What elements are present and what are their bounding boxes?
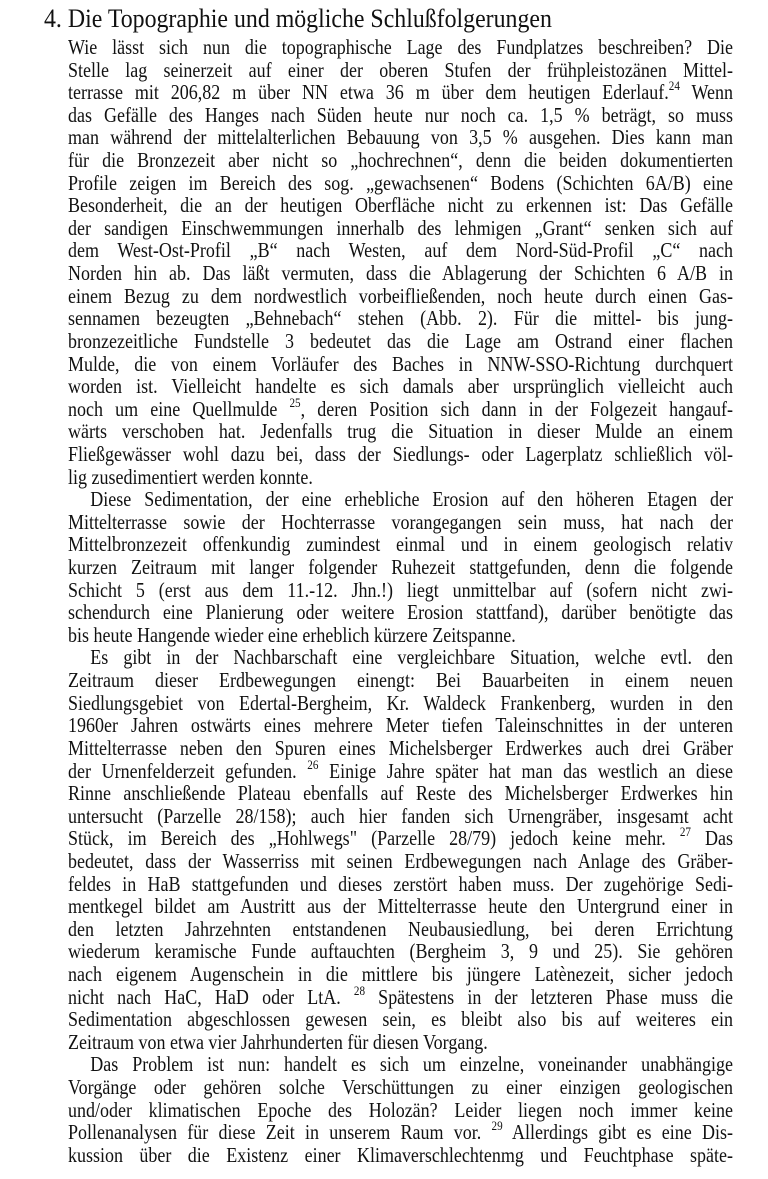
text-line-row [68, 556, 768, 579]
text-line-row [68, 940, 768, 963]
text-line: Stelle lag seinerzeit auf einer der oberen Stufen der frühpleistozänen Mittel- [68, 57, 734, 82]
text-line: man während der mittelalterlichen Bebauung von 3,5 % ausgehen. Dies kann man [68, 125, 734, 150]
text-line: und/oder klimatischen Epoche des Holozän? Leider liegen noch immer keine [68, 1097, 734, 1122]
text-line-row [68, 1008, 768, 1031]
text-line-row [68, 353, 768, 376]
text-line: lig zusedimentiert werden konnte. [68, 464, 313, 489]
footnote-reference[interactable]: 29 [491, 1118, 503, 1134]
text-line-row [68, 692, 768, 715]
text-line-row [68, 782, 768, 805]
text-line-row [68, 511, 768, 534]
footnote-reference[interactable]: 28 [353, 982, 366, 998]
text-line: Schicht 5 (erst aus dem 11.-12. Jhn.!) liegt unmittelbar auf (sofern nicht zwi- [68, 577, 734, 602]
text-line-row [68, 126, 768, 149]
text-line-row [68, 850, 768, 873]
text-line: Besonderheit, die an der heutigen Oberfläche nicht zu erkennen ist: Das Gefälle [68, 193, 734, 218]
text-line-row [68, 895, 768, 918]
text-line-row [68, 466, 768, 489]
text-line: für die Bronzezeit aber nicht so „hochrechnen“, denn die beiden dokumentierten [68, 148, 734, 173]
text-line: bronzezeitliche Fundstelle 3 bedeutet das die Lage am Ostrand einer flachen [68, 328, 734, 353]
text-line-row [68, 59, 768, 82]
text-line: worden ist. Vielleicht handelte es sich damals aber ursprünglich vielleicht auch [68, 374, 734, 399]
text-line-row [68, 646, 768, 669]
text-line: der Urnenfelderzeit gefunden. $^{26}$ Einige Jahre später hat man das westlich an diese [68, 756, 734, 783]
footnote-reference[interactable]: 26 [307, 756, 319, 772]
text-line-row [68, 239, 768, 262]
text-line-row [68, 982, 768, 1009]
text-line-row [68, 737, 768, 760]
text-line: Norden hin ab. Das läßt vermuten, dass die Ablagerung der Schichten 6 A/B in [68, 261, 734, 286]
text-line-row [68, 1099, 768, 1122]
text-line-row [68, 1031, 768, 1054]
text-line-row [68, 217, 768, 240]
body-text [68, 36, 768, 1166]
text-line: kurzen Zeitraum mit langer folgender Ruhezeit stattgefunden, denn die folgende [68, 555, 734, 580]
text-line: 1960er Jahren ostwärts eines mehrere Meter tiefen Taleinschnittes in der unteren [68, 713, 734, 738]
text-line: Es gibt in der Nachbarschaft eine vergleichbare Situation, welche evtl. den [90, 645, 734, 670]
footnote-reference[interactable]: 27 [679, 824, 691, 840]
text-line: Siedlungsgebiet von Edertal-Bergheim, Kr. Waldeck Frankenberg, wurden in den [68, 690, 734, 715]
text-line: Mulde, die von einem Vorläufer des Baches in NNW-SSO-Richtung durchquert [68, 351, 734, 376]
text-line-row [68, 714, 768, 737]
text-line: dem West-Ost-Profil „B“ nach Westen, auf dem Nord-Süd-Profil „C“ nach [68, 238, 734, 263]
text-line-row [68, 104, 768, 127]
paragraph [68, 36, 768, 488]
text-line: Zeitraum von etwa vier Jahrhunderten für diesen Vorgang. [68, 1029, 488, 1054]
text-line-row [68, 488, 768, 511]
text-line-row [68, 1076, 768, 1099]
text-line: Pollenanalysen für diese Zeit in unserem Raum vor. $^{29}$ Allerdings gibt es eine Dis- [68, 1118, 734, 1145]
text-line: Zeitraum dieser Erdbewegungen einengt: Bei Bauarbeiten in einem neuen [68, 668, 734, 693]
text-line: Fließgewässer wohl dazu bei, dass der Siedlungs- oder Lagerplatz schließlich völ- [68, 441, 734, 466]
text-line: einem Bezug zu dem nordwestlich vorbeifließenden, noch heute durch einen Gas- [68, 283, 734, 308]
text-line: nach eigenem Augenschein in die mittlere bis jüngere Latènezeit, sicher jedoch [68, 961, 734, 986]
text-line-row [68, 963, 768, 986]
text-line-row [68, 394, 768, 421]
text-line-row [68, 601, 768, 624]
text-line-row [68, 285, 768, 308]
paragraph [68, 488, 768, 646]
text-line: Sedimentation abgeschlossen gewesen sein, es bleibt also bis auf weiteres ein [68, 1007, 734, 1032]
text-line: mentkegel bildet am Austritt aus der Mittelterrasse heute den Untergrund einer in [68, 894, 734, 919]
text-line: schendurch eine Planierung oder weitere Erosion stattfand), darüber benötigte das [68, 600, 734, 625]
text-line-row [68, 149, 768, 172]
text-line: Mittelterrasse neben den Spuren eines Michelsberger Erdwerkes auch drei Gräber [68, 735, 734, 760]
text-line-row [68, 824, 768, 851]
text-line-row [68, 805, 768, 828]
text-line: Mittelbronzezeit offenkundig zumindest einmal und in einem geologisch relativ [68, 532, 734, 557]
text-line: untersucht (Parzelle 28/158); auch hier fanden sich Urnengräber, insgesamt acht [68, 803, 734, 828]
text-line-row [68, 756, 768, 783]
text-line-row [68, 624, 768, 647]
text-line: terrasse mit 206,82 m über NN etwa 36 m über dem heutigen Ederlauf.$^{24}$ Wenn [68, 78, 734, 105]
text-line: das Gefälle des Hanges nach Süden heute nur noch ca. 1,5 % beträgt, so muss [68, 102, 734, 127]
text-line-row [68, 78, 768, 105]
section-heading: 4. Die Topographie und mögliche Schlußfolgerungen [44, 3, 552, 33]
text-line-row [68, 1053, 768, 1076]
text-line-row [68, 443, 768, 466]
text-line: Das Problem ist nun: handelt es sich um einzelne, voneinander unabhängige [90, 1052, 734, 1077]
text-line: Wie lässt sich nun die topographische Lage des Fundplatzes beschreiben? Die [68, 35, 734, 59]
text-line: noch um eine Quellmulde $^{25}$, deren Position sich dann in der Folgezeit hangauf- [68, 394, 734, 421]
text-line-row [68, 918, 768, 941]
paragraph [68, 646, 768, 1053]
text-line: wärts verschoben hat. Jedenfalls trug die Situation in dieser Mulde an einem [68, 419, 734, 444]
text-line-row [68, 420, 768, 443]
text-line: der sandigen Einschwemmungen innerhalb des lehmigen „Grant“ senken sich auf [68, 215, 734, 240]
text-line: sennamen bezeugten „Behnebach“ stehen (Abb. 2). Für die mittel- bis jung- [68, 306, 734, 331]
text-line-row [68, 262, 768, 285]
text-line: feldes in HaB stattgefunden und dieses zerstört haben muss. Der zugehörige Sedi- [68, 871, 734, 896]
footnote-reference[interactable]: 25 [289, 394, 301, 410]
text-line-row [68, 1118, 768, 1145]
text-line: den letzten Jahrzehnten entstandenen Neubausiedlung, bei deren Errichtung [68, 916, 734, 941]
text-line: Rinne anschließende Plateau ebenfalls auf Reste des Michelsberger Erdwerkes hin [68, 781, 734, 806]
text-line: wiederum keramische Funde auftauchten (Bergheim 3, 9 und 25). Sie gehören [68, 939, 734, 964]
text-line-row [68, 330, 768, 353]
text-line: Vorgänge oder gehören solche Verschüttungen zu einer einzigen geologischen [68, 1075, 734, 1100]
text-line-row [68, 36, 768, 59]
text-line: bis heute Hangende wieder eine erheblich kürzere Zeitspanne. [68, 622, 516, 647]
text-line: nicht nach HaC, HaD oder LtA. $^{28}$ Spätestens in der letzteren Phase muss die [68, 982, 734, 1009]
text-line-row [68, 307, 768, 330]
text-line: Stück, im Bereich des „Hohlwegs" (Parzelle 28/79) jedoch keine mehr. $^{27}$ Das [68, 824, 734, 851]
text-line-row [68, 172, 768, 195]
paragraph [68, 1053, 768, 1166]
text-line-row [68, 375, 768, 398]
text-line-row [68, 533, 768, 556]
text-line-row [68, 194, 768, 217]
text-line: Profile zeigen im Bereich des sog. „gewachsenen“ Bodens (Schichten 6A/B) eine [68, 170, 734, 195]
text-line-row [68, 873, 768, 896]
footnote-reference[interactable]: 24 [668, 78, 680, 94]
text-line: Diese Sedimentation, der eine erhebliche Erosion auf den höheren Etagen der [90, 487, 734, 512]
text-line-row [68, 669, 768, 692]
text-line: kussion über die Existenz einer Klimaverschlechtenmg und Feuchtphase späte- [68, 1142, 734, 1167]
text-line: Mittelterrasse sowie der Hochterrasse vorangegangen sein muss, hat nach der [68, 509, 734, 534]
text-line-row [68, 579, 768, 602]
text-line: bedeutet, dass der Wasserriss mit seinen Erdbewegungen nach Anlage des Gräber- [68, 848, 734, 873]
text-line-row [68, 1144, 768, 1167]
